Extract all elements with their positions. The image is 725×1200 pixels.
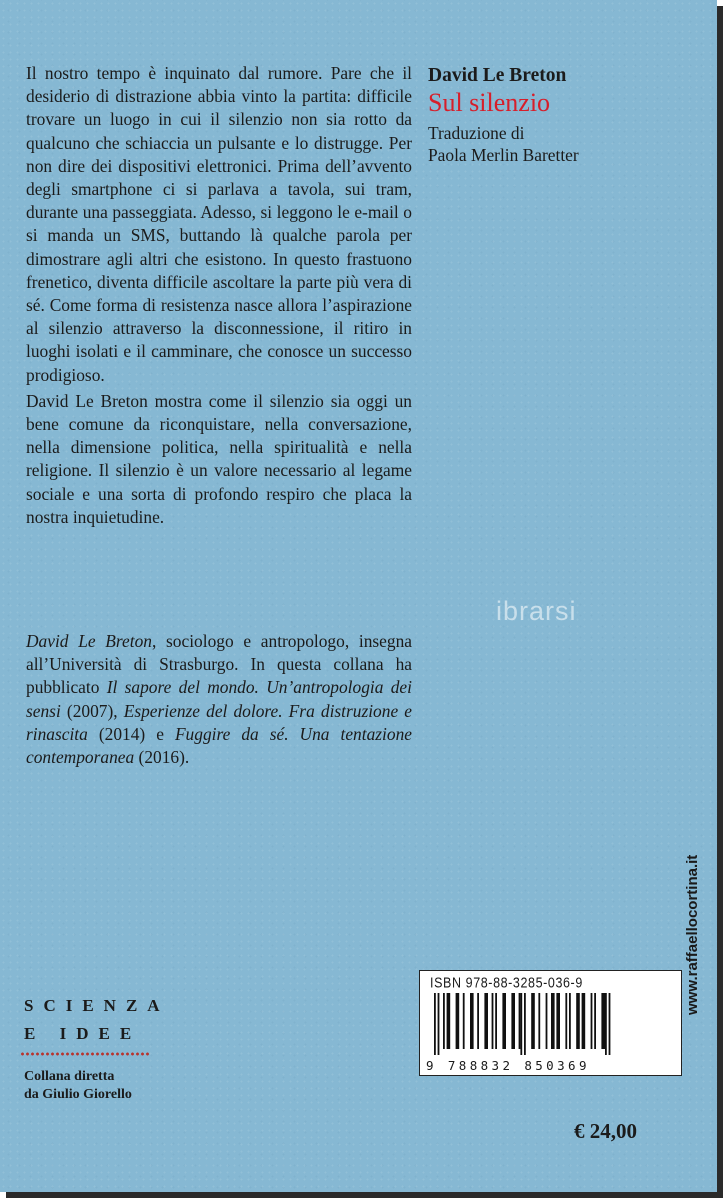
author-bio xyxy=(26,630,412,769)
ean-digits: 9 788832 850369 xyxy=(426,1058,590,1073)
barcode-bar xyxy=(477,993,479,1049)
barcode-bar xyxy=(601,993,605,1049)
series-line-2: E IDEE xyxy=(24,1024,142,1043)
barcode-bar xyxy=(519,993,521,1049)
barcode-bar xyxy=(594,993,596,1049)
barcode-guard-bar xyxy=(524,993,526,1055)
barcode-bar xyxy=(447,993,451,1049)
bio-text-1: , sociologo e antropologo, insegna all’Università di Strasburgo. In questa collana ha pubblicato xyxy=(26,631,412,698)
series-editor-line-2: da Giulio Giorello xyxy=(24,1087,132,1102)
series-editor-line-1: Collana diretta xyxy=(24,1069,115,1084)
book-info xyxy=(428,64,708,166)
series-line-1: SCIENZA xyxy=(24,996,170,1015)
barcode-bar xyxy=(492,993,494,1049)
price: € 24,00 xyxy=(574,1119,637,1143)
barcode-guard-bar xyxy=(434,993,436,1055)
translation-line-1: Traduzione di xyxy=(428,123,525,143)
blurb xyxy=(26,62,412,532)
barcode-bar xyxy=(495,993,497,1049)
barcode-bar xyxy=(511,993,515,1049)
barcode-bar xyxy=(591,993,593,1049)
blurb-paragraph-1: Il nostro tempo è inquinato dal rumore. Pare che il desiderio di distrazione abbia vinto la partita: difficile trovare un luogo in cui il silenzio non sia rotto da qualcuno che schiaccia un pulsante e lo distrugge. Per non dire dei dispositivi elettronici. Prima dell’avvento degli smartphone ci si parlava a tavola, sui tram, durante una passeggiata. Adesso, si leggono le e-mail o si manda un SMS, buttando là qualche parola per dimostrare agli altri che esistono. In questo frastuono frenetico, diventa difficile ascoltare la parte più vera di sé. Come forma di resistenza nasce allora l’aspirazione al silenzio attraverso la disconnessione, il ritiro in luoghi isolati e il camminare, che conosce un successo prodigioso. xyxy=(26,63,412,385)
translator-name: Paola Merlin Baretter xyxy=(428,145,579,165)
barcode-bar xyxy=(443,993,445,1049)
isbn-label: ISBN 978-88-3285-036-9 xyxy=(430,975,583,992)
book-title: Sul silenzio xyxy=(428,88,551,117)
barcode-guard-bar xyxy=(520,993,522,1055)
barcode-guard-bar xyxy=(605,993,607,1055)
barcode-bar xyxy=(556,993,560,1049)
bio-author-name: David Le Breton xyxy=(26,631,152,651)
book-author: David Le Breton xyxy=(428,65,567,86)
barcode-bar xyxy=(463,993,465,1049)
bio-work-3: Fuggire da sé. Una tentazione contemporanea xyxy=(26,723,412,768)
isbn-barcode xyxy=(419,970,682,1076)
publisher-website[interactable]: www.raffaellocortina.it xyxy=(684,854,701,1015)
bio-text-2: (2007), xyxy=(60,700,124,721)
barcode-bar xyxy=(502,993,506,1049)
barcode-bar xyxy=(569,993,571,1049)
barcode-bar xyxy=(546,993,548,1049)
barcode-bar xyxy=(551,993,555,1049)
barcode-bar xyxy=(484,993,488,1049)
dotted-divider xyxy=(20,1052,150,1056)
barcode-guard-bar xyxy=(609,993,611,1055)
bio-text-4: (2016). xyxy=(134,747,190,768)
barcode-bar xyxy=(576,993,580,1049)
translation-credit xyxy=(428,122,708,166)
barcode-bar xyxy=(538,993,540,1049)
barcode-bars xyxy=(430,993,670,1055)
bio-work-2: Esperienze del dolore. Fra distruzione e rinascita xyxy=(26,700,412,744)
barcode-bar xyxy=(565,993,567,1049)
bio-work-1: Il sapore del mondo. Un’antropologia dei sensi xyxy=(26,677,412,721)
barcode-bar xyxy=(582,993,586,1049)
series-editor xyxy=(24,1068,132,1104)
barcode-bar xyxy=(470,993,474,1049)
barcode-bar xyxy=(456,993,460,1049)
series-logo xyxy=(24,992,170,1048)
barcode-guard-bar xyxy=(438,993,440,1055)
barcode-bar xyxy=(531,993,535,1049)
watermark: ibrarsi xyxy=(496,596,577,626)
bio-text-3: (2014) e xyxy=(87,723,175,744)
blurb-paragraph-2: David Le Breton mostra come il silenzio sia oggi un bene comune da riconquistare, nella conversazione, nella dimensione politica, nella spiritualità e nella religione. Il silenzio è un valore necessario al legame sociale e una sorta di profondo respiro che placa la nostra inquietudine. xyxy=(26,390,412,527)
